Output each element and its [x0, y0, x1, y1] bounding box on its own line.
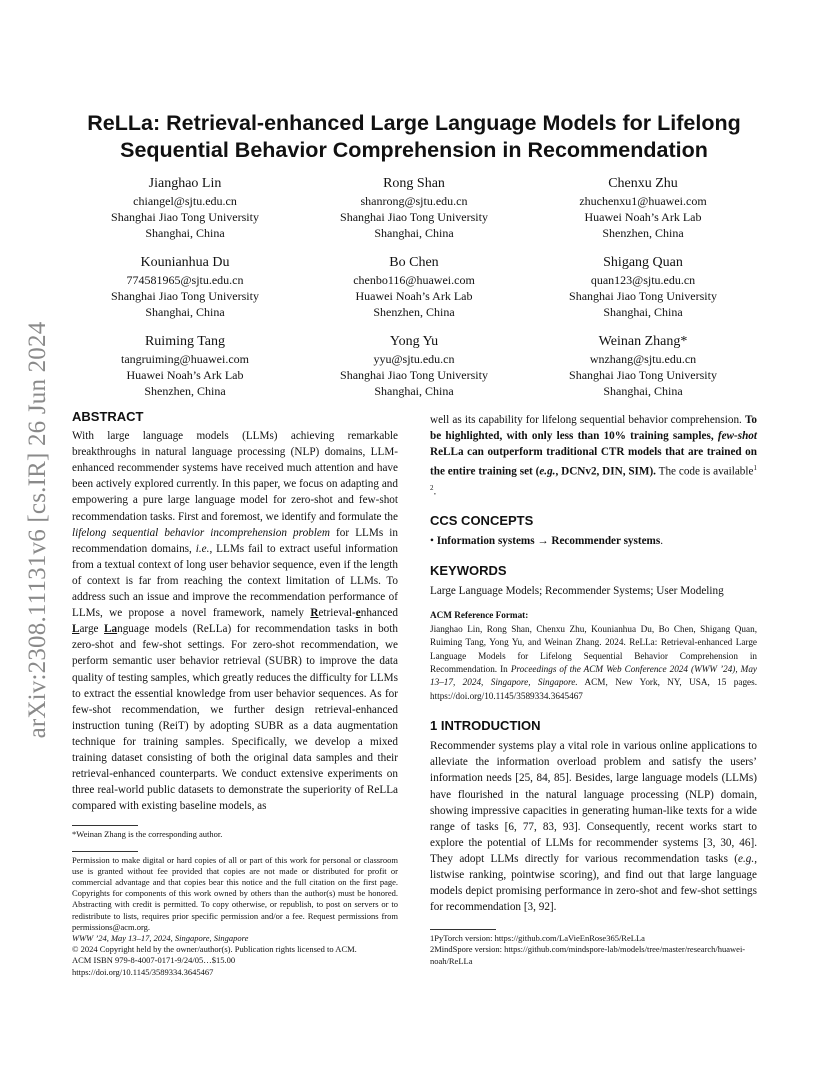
author-aff: Shanghai Jiao Tong University	[111, 289, 259, 304]
author-name: Ruiming Tang	[144, 334, 226, 349]
author-loc: Shanghai, China	[603, 384, 683, 399]
author-card	[70, 332, 300, 400]
author-name: Rong Shan	[383, 176, 445, 191]
author-loc: Shanghai, China	[374, 384, 454, 399]
author-aff: Shanghai Jiao Tong University	[569, 289, 717, 304]
author-email: tangruiming@huawei.com	[120, 352, 250, 366]
author-loc: Shanghai, China	[603, 305, 683, 320]
author-card	[299, 174, 529, 242]
author-name: Weinan Zhang*	[598, 334, 688, 349]
author-card	[70, 174, 300, 242]
author-email: yyu@sjtu.edu.cn	[373, 352, 455, 366]
paper-title: ReLLa: Retrieval-enhanced Large Language Models for Lifelong Sequential Behavior Comprehension in Recommendation	[87, 111, 741, 162]
author-card	[299, 332, 529, 400]
author-name: Jianghao Lin	[148, 176, 222, 191]
author-email: chenbo116@huawei.com	[353, 273, 475, 287]
ccs-text: • Information systems → Recommender systems.	[430, 535, 664, 548]
author-card	[70, 253, 300, 321]
corresponding-footnote: *Weinan Zhang is the corresponding author.	[72, 829, 223, 840]
footnote-mindspore: 2MindSpore version: https://github.com/mindspore-lab/models/tree/master/research/huawei-noah/ReLLa	[430, 944, 746, 966]
author-name: Shigang Quan	[603, 255, 683, 270]
copyright-line: © 2024 Copyright held by the owner/author(s). Publication rights licensed to ACM.	[72, 944, 357, 955]
intro-heading: 1 INTRODUCTION	[430, 718, 541, 734]
author-email: 774581965@sjtu.edu.cn	[126, 273, 244, 287]
author-aff: Huawei Noah’s Ark Lab	[355, 289, 473, 304]
keywords-text: Large Language Models; Recommender Systems; User Modeling	[430, 585, 724, 598]
arxiv-stamp: arXiv:2308.11131v6 [cs.IR] 26 Jun 2024	[24, 321, 51, 739]
author-loc: Shanghai, China	[374, 226, 454, 241]
abstract-text: With large language models (LLMs) achieving remarkable breakthroughs in natural language processing (NLP) domains, LLM-enhanced recommender systems have received much attention and have been actively explored currently. In this paper, we focus on adapting and empowering a pure large language model for zero-shot and few-shot recommendation tasks. First and foremost, we identify and formulate the lifelong sequential behavior incomprehension problem for LLMs in recommendation domains, i.e., LLMs fail to extract useful information from a textual context of long user behavior sequence, even if the length of context is far from reaching the context limitation of LLMs. To address such an issue and improve the recommendation performance of LLMs, we propose a novel framework, namely Retrieval-enhanced Large Language models (ReLLa) for recommendation tasks in both zero-shot and few-shot settings. For zero-shot recommendation, we perform semantic user behavior retrieval (SUBR) to improve the data quality of testing samples, which greatly reduces the difficulty for LLMs to extract the essential knowledge from user behavior sequences. As for few-shot recommendation, we further design retrieval-enhanced instruction tuning (ReiT) by adopting SUBR as a data augmentation technique for training samples. Specifically, we develop a mixed training dataset consisting of both the original data samples and their retrieval-enhanced counterparts. We conduct extensive experiments on three real-world public datasets to demonstrate the superiority of ReLLa compared with existing baseline models, as	[72, 430, 399, 813]
doi-line: https://doi.org/10.1145/3589334.3645467	[72, 966, 214, 977]
author-name: Chenxu Zhu	[608, 176, 678, 191]
author-card	[299, 253, 529, 321]
venue-line: WWW ’24, May 13–17, 2024, Singapore, Singapore	[72, 932, 249, 943]
author-loc: Shenzhen, China	[602, 226, 684, 241]
abstract-heading: ABSTRACT	[72, 409, 144, 424]
author-aff: Shanghai Jiao Tong University	[340, 368, 488, 383]
isbn-line: ACM ISBN 979-8-4007-0171-9/24/05…$15.00	[72, 955, 236, 966]
left-column	[72, 409, 398, 978]
author-loc: Shenzhen, China	[373, 305, 455, 320]
author-email: chiangel@sjtu.edu.cn	[133, 194, 237, 208]
acm-reference: ACM Reference Format: Jianghao Lin, Rong Shan, Chenxu Zhu, Kounianhua Du, Bo Chen, Shigang Quan, Ruiming Tang, Yong Yu, and Weinan Zhang. 2024. ReLLa: Retrieval-enhanced Large Language Models for Lifelong Sequential Behavior Comprehension in Recommendation. In Proceedings of the ACM Web Conference 2024 (WWW ’24), May 13–17, 2024, Singapore, Singapore. ACM, New York, NY, USA, 15 pages. https://doi.org/10.1145/3589334.3645467	[430, 610, 757, 701]
author-email: wnzhang@sjtu.edu.cn	[589, 352, 697, 366]
author-loc: Shenzhen, China	[144, 384, 226, 399]
author-name: Yong Yu	[389, 334, 439, 349]
author-loc: Shanghai, China	[145, 226, 225, 241]
right-column	[430, 412, 757, 967]
author-aff: Shanghai Jiao Tong University	[340, 210, 488, 225]
keywords-heading: KEYWORDS	[430, 563, 507, 579]
author-name: Kounianhua Du	[140, 255, 230, 270]
author-aff: Shanghai Jiao Tong University	[111, 210, 259, 225]
author-card	[528, 174, 758, 242]
author-aff: Huawei Noah’s Ark Lab	[126, 368, 244, 383]
author-card	[528, 253, 758, 321]
ccs-heading: CCS CONCEPTS	[430, 512, 534, 528]
author-email: quan123@sjtu.edu.cn	[590, 273, 696, 287]
footnote-pytorch: 1PyTorch version: https://github.com/LaVieEnRose365/ReLLa	[430, 933, 645, 944]
author-email: shanrong@sjtu.edu.cn	[360, 194, 468, 208]
author-aff: Shanghai Jiao Tong University	[569, 368, 717, 383]
intro-text: Recommender systems play a vital role in various online applications to alleviate the information overload problem and satisfy the users’ information needs [25, 84, 85]. Besides, large language models (LLMs) have flourished in the natural language processing (NLP) domain, showing impressive capacities in generating human-like texts for a wide range of tasks [6, 77, 83, 93]. Consequently, recent works start to explore the potential of LLMs for recommender systems [3, 30, 46]. They adopt LLMs directly for various recommendation tasks (e.g., listwise ranking, pointwise scoring), and find out that large language models depict promising performance in zero-shot and few-shot settings for recommendation [3, 92].	[430, 740, 757, 914]
permission-notice: Permission to make digital or hard copies of all or part of this work for personal or classroom use is granted without fee provided that copies are not made or distributed for profit or commercial advantage and that copies bear this notice and the full citation on the first page. Copyrights for components of this work owned by others than the author(s) must be honored. Abstracting with credit is permitted. To copy otherwise, or republish, to post on servers or to redistribute to lists, requires prior specific permission and/or a fee. Request permissions from permissions@acm.org.	[72, 854, 398, 932]
author-aff: Huawei Noah’s Ark Lab	[584, 210, 702, 225]
author-email: zhuchenxu1@huawei.com	[579, 194, 707, 208]
author-card	[528, 332, 758, 400]
abstract-continued: well as its capability for lifelong sequential behavior comprehension. To be highlighted, with only less than 10% training samples, few-shot ReLLa can outperform traditional CTR models that are trained on the entire training set (e.g., DCNv2, DIN, SIM). The code is available$^{1 2}$.	[430, 414, 757, 498]
author-loc: Shanghai, China	[145, 305, 225, 320]
author-name: Bo Chen	[389, 255, 439, 270]
